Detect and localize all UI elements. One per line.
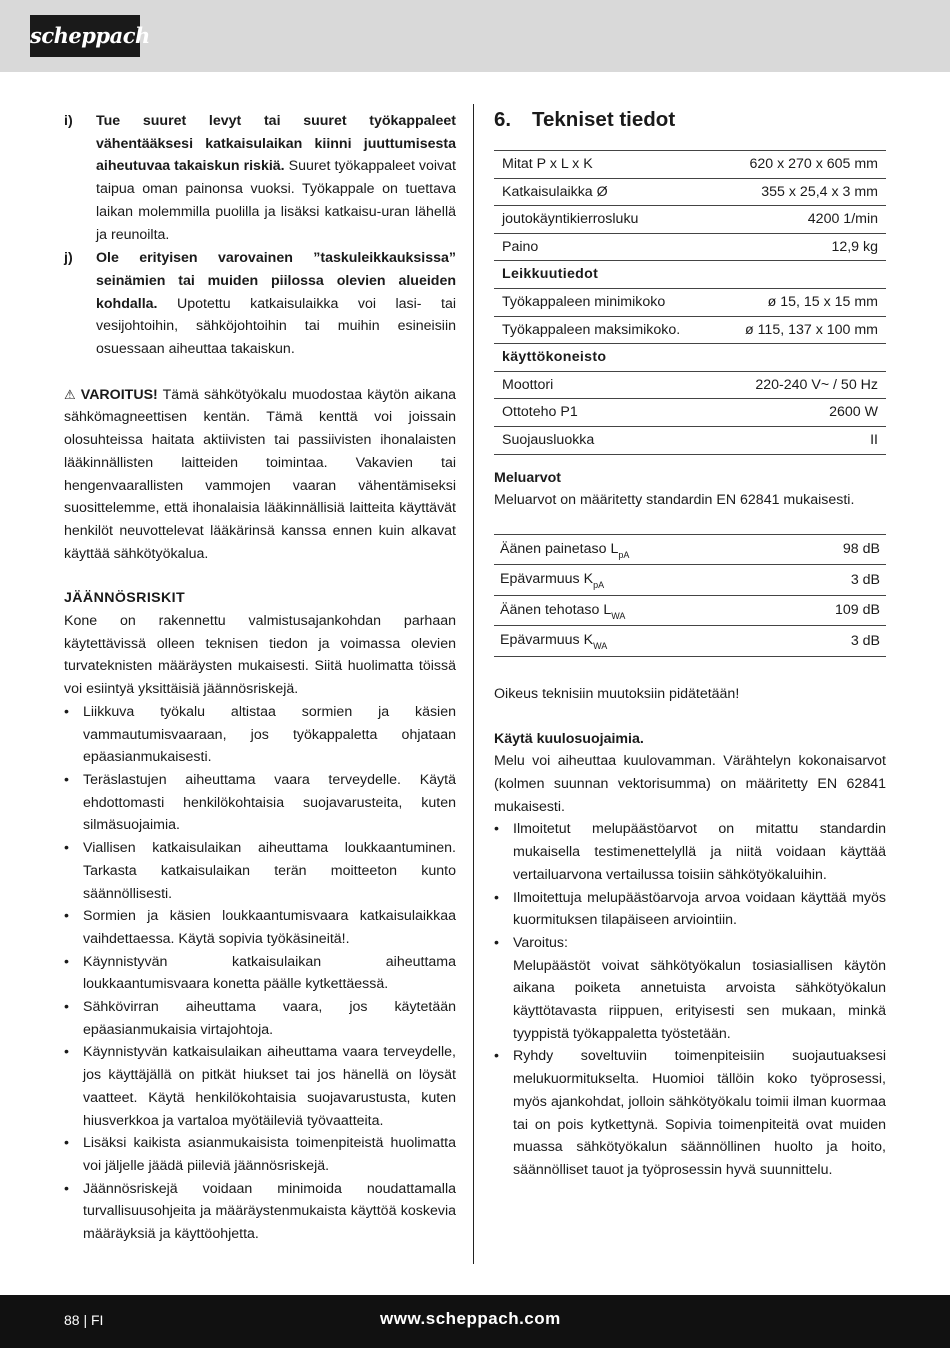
bullet-icon: •	[64, 999, 69, 1016]
noise-label: Epävarmuus K	[500, 632, 594, 649]
noise-value: 98 dB	[773, 534, 886, 565]
list-item	[64, 837, 456, 905]
column-divider	[473, 104, 474, 1264]
list-item-text: Ilmoitettuja melupäästöarvoja arvoa voidaan käyttää myös kuormituksen tilapäiseen arviointiin.	[513, 889, 886, 929]
section-title-text: Tekniset tiedot	[532, 108, 676, 131]
instruction-item-j	[64, 247, 456, 361]
item-bold-text: Tue suuret levyt tai suuret työkappaleet vähentääksesi katkaisulaikan kiinni juuttumisesta aiheutuvaa takaiskun riskiä.	[96, 113, 456, 175]
item-text: Upotettu katkaisulaikka voi lasi- tai vesijohtoihin, sähköjohtoihin tai muihin esineisiin osuessaan aiheuttaa takaiskun.	[96, 295, 456, 358]
list-item-text: Käynnistyvän katkaisulaikan aiheuttama loukkaantumisvaara konetta päälle kytkettäessä.	[83, 953, 456, 993]
spec-table	[494, 150, 886, 455]
spec-value: ø 15, 15 x 15 mm	[716, 288, 886, 316]
list-item	[494, 932, 886, 1046]
noise-value: 3 dB	[773, 565, 886, 596]
noise-heading: Meluarvot	[494, 469, 562, 486]
list-item-text: Lisäksi kaikista asianmukaisista toimenpiteistä huolimatta voi jäljelle jäädä piileviä jäännösriskejä.	[83, 1135, 456, 1174]
spec-label: Työkappaleen maksimikoko.	[494, 316, 716, 344]
noise-label: Äänen tehotaso L	[500, 601, 612, 618]
page-header	[0, 0, 950, 72]
table-row	[494, 371, 886, 399]
spec-label: Paino	[494, 233, 716, 261]
table-row	[494, 261, 886, 289]
spec-value: 4200 1/min	[716, 206, 886, 234]
residual-risks-list	[64, 701, 456, 1246]
page-footer	[0, 1295, 950, 1348]
spec-label: joutokäyntikierrosluku	[494, 206, 716, 234]
bullet-icon: •	[494, 821, 499, 838]
noise-label-subscript: WA	[593, 641, 608, 652]
noise-label: Äänen painetaso L	[500, 540, 619, 557]
spec-value: 355 x 25,4 x 3 mm	[716, 178, 886, 206]
spec-subheading: Leikkuutiedot	[494, 261, 716, 289]
reserve-note: Oikeus teknisiin muutoksiin pidätetään!	[494, 685, 740, 702]
spec-label: Moottori	[494, 371, 716, 399]
noise-label-cell	[494, 595, 773, 626]
warning-triangle-icon: ⚠	[64, 386, 76, 402]
table-row	[494, 288, 886, 316]
table-row	[494, 399, 886, 427]
item-text: Suuret työkappaleet voivat taipua oman painonsa vuoksi. Työkappale on tuettava laikan molemmilla puolilla ja lisäksi katkaisu-uran lähellä ja reunoilta.	[96, 158, 456, 243]
warning-paragraph	[64, 384, 456, 566]
spec-label: Ottoteho P1	[494, 399, 716, 427]
list-item-text: Ryhdy soveltuviin toimenpiteisiin suojautuaksesi melukuormitukselta. Huomioi tällöin koko työprosessi, myös ajankohdat, jolloin sähkötyökalu toimii ilman kuormaa tai on pois kytkettynä. Sopivia toimenpiteitä ovat muiden muassa sähkötyökalun säännöllinen huolto ja hoito, säännölliset tauot ja työprosessin hyvä suunnittelu.	[513, 1048, 886, 1178]
spec-label: Katkaisulaikka Ø	[494, 178, 716, 206]
page-number: 88 | FI	[64, 1312, 104, 1328]
noise-label-subscript: WA	[611, 610, 626, 621]
list-item	[64, 701, 456, 769]
scheppach-logo: scheppach	[30, 15, 140, 57]
spec-subheading: käyttökoneisto	[494, 344, 716, 372]
bullet-icon: •	[494, 934, 499, 951]
noise-label-cell	[494, 565, 773, 596]
spec-value: 220-240 V~ / 50 Hz	[716, 371, 886, 399]
table-row	[494, 344, 886, 372]
table-row	[494, 206, 886, 234]
residual-risks-heading: JÄÄNNÖSRISKIT	[64, 590, 186, 607]
list-item	[494, 1045, 886, 1181]
spec-value: 12,9 kg	[716, 233, 886, 261]
list-item-text: Sähkövirran aiheuttama vaara, jos käytetään epäasianmukaisia virtajohtoja.	[83, 999, 456, 1038]
noise-label-subscript: pA	[593, 580, 605, 591]
left-column	[64, 110, 456, 1246]
bullet-icon: •	[64, 908, 69, 925]
right-column	[494, 106, 886, 1182]
spec-label: Työkappaleen minimikoko	[494, 288, 716, 316]
list-item-text: Jäännösriskejä voidaan minimoida noudattamalla turvallisuusohjeita ja määräystenmukaista käyttöä koskevia määräyksiä ja käyttöohjetta.	[83, 1180, 456, 1243]
spec-value: ø 115, 137 x 100 mm	[716, 316, 886, 344]
list-item	[494, 818, 886, 886]
residual-risks-intro: Kone on rakennettu valmistusajankohdan parhaan käytettävissä olleen teknisen tiedon ja voimassa olevien turvateknisten määräysten mukaisesti. Siitä huolimatta töissä voi esiintyä yksittäisiä jäännösriskejä.	[64, 613, 456, 698]
bullet-icon: •	[64, 703, 69, 720]
table-row	[494, 534, 886, 565]
table-row	[494, 316, 886, 344]
noise-label: Epävarmuus K	[500, 571, 594, 588]
list-item	[64, 1041, 456, 1132]
list-item	[494, 887, 886, 932]
spec-label: Suojausluokka	[494, 426, 716, 454]
noise-intro: Meluarvot on määritetty standardin EN 62841 mukaisesti.	[494, 492, 855, 509]
spec-value: II	[716, 426, 886, 454]
list-item	[64, 905, 456, 950]
spec-value	[716, 344, 886, 372]
warning-label: VAROITUS!	[80, 386, 158, 403]
noise-label-subscript: pA	[618, 549, 630, 560]
bullet-icon: •	[64, 840, 69, 857]
bullet-icon: •	[494, 889, 499, 906]
spec-value: 620 x 270 x 605 mm	[716, 151, 886, 179]
bullet-icon: •	[64, 771, 69, 788]
bullet-icon: •	[64, 953, 69, 970]
warning-text: Tämä sähkötyökalu muodostaa käytön aikana sähkömagneettisen kentän. Tämä kenttä voi joissain olosuhteissa haitata aktiivisten tai passiivisten ihonalaisten lääkinnällisten laitteiden toimintaa. Vakavien tai hengenvaarallisten vammojen vaaran vähentämiseksi suosittelemme, että ihonalaisia lääkinnällisiä laitteita käyttävät henkilöt neuvottelevat lääkärinsä kanssa ennen kuin alkavat käyttää sähkötyökalua.	[64, 386, 456, 562]
list-item	[64, 951, 456, 996]
noise-label-cell	[494, 626, 773, 657]
bullet-icon: •	[64, 1135, 69, 1152]
hearing-heading: Käytä kuulosuojaimia.	[494, 730, 644, 747]
noise-value: 3 dB	[773, 626, 886, 657]
noise-label-cell	[494, 534, 773, 565]
noise-table	[494, 534, 886, 657]
item-label: i)	[64, 113, 73, 129]
list-item	[64, 1132, 456, 1177]
spec-value	[716, 261, 886, 289]
item-label: j)	[64, 250, 73, 267]
list-item-text: Ilmoitetut melupäästöarvot on mitattu standardin mukaisella testimenettelyllä ja niitä voidaan käyttää vertailuarvona vertailussa toisiin sähkötyökaluihin.	[513, 821, 886, 883]
hearing-intro: Melu voi aiheuttaa kuulovamman. Värähtelyn kokonaisarvot (kolmen suunnan vektorisumma) on määritetty EN 62841 mukaisesti.	[494, 753, 886, 815]
list-item-text: Liikkuva työkalu altistaa sormien ja käsien vammautumisvaaraan, jos työkappaletta ohjataan epäasianmukaisesti.	[83, 703, 456, 766]
list-item-text: Teräslastujen aiheuttama vaara terveydelle. Käytä ehdottomasti henkilökohtaisia suojavarusteita, kuten silmäsuojaimia.	[83, 771, 456, 834]
noise-value: 109 dB	[773, 595, 886, 626]
table-row	[494, 426, 886, 454]
spec-value: 2600 W	[716, 399, 886, 427]
instruction-item-i	[64, 110, 456, 246]
list-item-text: Käynnistyvän katkaisulaikan aiheuttama vaara terveydelle, jos käyttäjällä on pitkät hiukset tai jos hänellä on löysät vaatteet. Käytä henkilökohtaisia suojavarustusta, kuten hiusverkkoa ja vartaloa myötäileviä työvaatteita.	[83, 1044, 456, 1129]
section-title	[494, 106, 886, 134]
table-row	[494, 595, 886, 626]
item-bold-text: Ole erityisen varovainen ”taskuleikkauksissa” seinämien tai muiden piilossa olevien alueiden kohdalla.	[96, 250, 456, 312]
hearing-list	[494, 818, 886, 1181]
table-row	[494, 233, 886, 261]
table-row	[494, 151, 886, 179]
website-link[interactable]: www.scheppach.com	[380, 1309, 561, 1328]
section-number: 6.	[494, 108, 512, 131]
table-row	[494, 565, 886, 596]
bullet-icon: •	[494, 1048, 499, 1065]
bullet-icon: •	[64, 1180, 69, 1197]
list-item	[64, 996, 456, 1041]
bullet-icon: •	[64, 1044, 69, 1061]
list-item	[64, 1178, 456, 1246]
list-item	[64, 769, 456, 837]
table-row	[494, 178, 886, 206]
list-item-text: Varoitus: Melupäästöt voivat sähkötyökalun tosiasiallisen käytön aikana poiketa annetuista arvoista sähkötyökalun käyttötavasta riippuen, erityisesti sen mukaan, minkä tyyppistä työkappaletta työstetään.	[513, 934, 886, 1042]
list-item-text: Viallisen katkaisulaikan aiheuttama loukkaantuminen. Tarkasta katkaisulaikan terän moitteeton kunto säännöllisesti.	[83, 840, 456, 902]
table-row	[494, 626, 886, 657]
list-item-text: Sormien ja käsien loukkaantumisvaara katkaisulaikkaa vaihdettaessa. Käytä sopivia työkäsineitä!.	[83, 908, 456, 947]
spec-label: Mitat P x L x K	[494, 151, 716, 179]
